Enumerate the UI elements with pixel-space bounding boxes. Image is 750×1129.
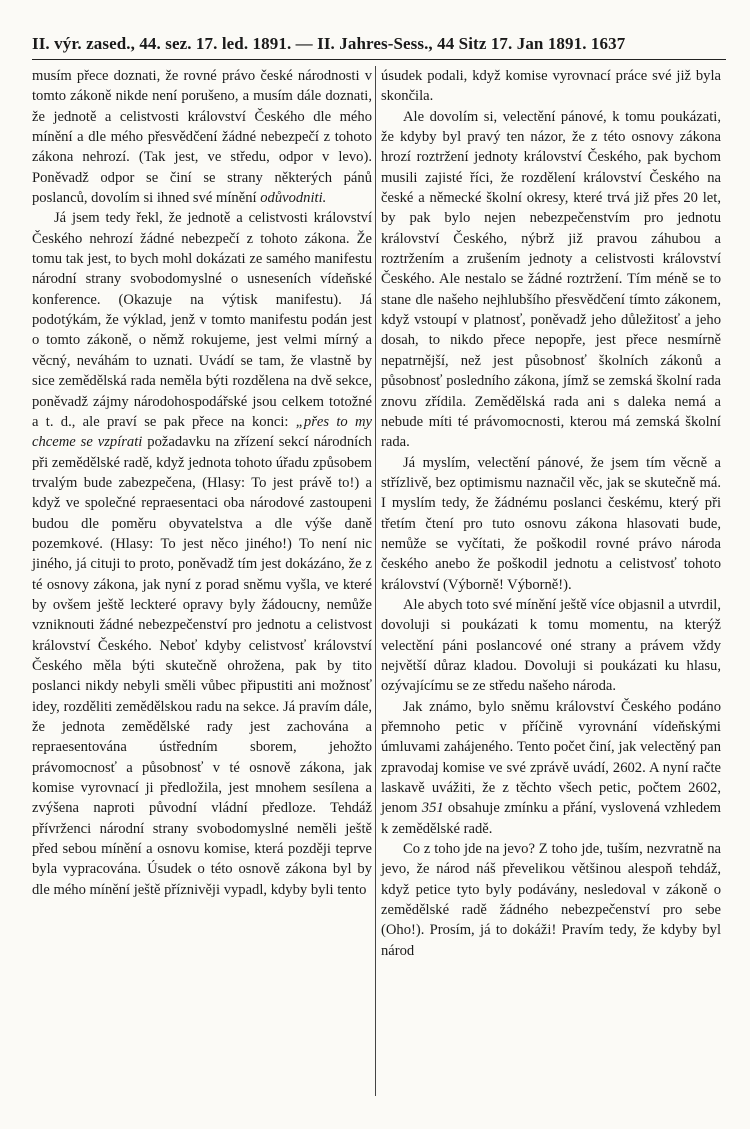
text-run: Ale abych toto své mínění ještě více objasnil a utvrdil, dovoluji si poukázati k tomu momentu, na kterýž velectění páni poslancové oné strany a právem vždy největší důraz kladou. Dovoluji si poukázati ku hlasu, ozývajícímu se ze středu našeho národa. <box>381 596 721 695</box>
paragraph <box>32 208 372 900</box>
text-run: Ale dovolím si, velectění pánové, k tomu poukázati, že kdyby byl pravý ten názor, že z této osnovy zákona hrozí roztržení jednoty království Českého, pak bychom musili zajisté říci, že rozdělení království Českého na české a německé školní okresy, které trvá již přes 20 let, by pak bylo nejen nebezpečenstvím pro jednotu království Českého, nýbrž již pravou záhubou a roztržením a zrušením jednoty a celistvosti království Českého. Ale nestalo se žádné roztržení. Tím méně se to stane dle našeho nejhlubšího přesvědčení tímto zákonem, když vstoupí v platnosť, poněvadž jeho důležitosť a jeho dosah, to nikdo přece nepopře, jest přece nesmírně nepatrnější, než jest působnosť školních zákonů a působnosť posledního zákona, jímž se zemská školní rada znovu zřídila. Zemědělská rada ani s daleka nemá a nebude míti té právomocnosti, kterou má zemská školní rada. <box>381 108 721 451</box>
paragraph <box>381 66 721 107</box>
paragraph <box>381 107 721 453</box>
left-column <box>32 66 372 900</box>
italic-text: odůvodniti. <box>260 190 327 207</box>
text-run: požadavku na zřízení sekcí národních při zemědělské radě, když jednota tohoto úřadu způsobem trvalým bude zabezpečena, (Hlasy: To jest právě to!) a když ve společné repraesentaci oba národové zastoupeni budou dle poměru obyvatelstva a dle výše daně pozemkové. (Hlasy: To jest něco jiného!) To není nic jiného, já cituji to proto, poněvadž tím jest dokázáno, že z té osnovy zákona, jak nyní z porad sněmu vyšla, ve které by ovšem ještě leckteré opravy byly žádoucny, nemůže vzniknouti žádné nebezpečenství pro jednotu a celistvost království Českého. Neboť kdyby celistvosť království Českého měla býti skutečně ohrožena, pak by tito poslanci nikdy nebyli směli vůbec připustiti ani možnosť idey, rozděliti zemědělskou radu na sekce. Já pravím dále, že jednota zemědělské rady jest zachována a repraesentována ústředním sborem, jehožto právomocnosť a působnosť v té osnově zákona, jak komise vyrovnací ji předložila, jest mnohem sesílena a zvýšena naproti původní vládní předloze. Tehdáž přívrženci národní strany svobodomyslné neměli ještě před sebou mínění a osnovu komise, která později teprve byla vypracována. Úsudek o této osnově zákona byl by dle mého mínění ještě příznivěji vypadl, kdyby byli tento <box>32 434 372 898</box>
text-run: Co z toho jde na jevo? Z toho jde, tuším, nezvratně na jevo, že národ náš převelikou většinou alespoň tehdáž, když petice tyto byly podávány, nesledoval v zákoně o zemědělské radě žádného nebezpečenství pro sebe (Oho!). Prosím, já to dokáži! Pravím tedy, že kdyby byl národ <box>381 841 721 959</box>
column-divider <box>375 66 376 1096</box>
paragraph <box>381 595 721 697</box>
italic-text: „přes to my chceme se vzpírati <box>32 413 372 451</box>
paragraph <box>381 839 721 961</box>
paragraph <box>381 697 721 839</box>
text-run: Já jsem tedy řekl, že jednotě a celistvosti království Českého nehrozí žádné nebezpečí z tohoto zákona. Že tomu tak jest, to bych mohl dokázati ze samého manifestu národní strany svobodomyslné o usneseních vídeňské konference. (Okazuje na výtisk manifestu). Já podotýkám, že výklad, jenž v tomto manifestu podán jest o tomto zákoně, o němž rokujeme, jest velmi mírný a věcný, neváhám to uznati. Uvádí se tam, že vlastně by sice zemědělská rada neměla býti rozdělena na dvě sekce, poněvadž zájmy národohospodářské jsou celkem totožné a t. d., ale praví se pak přece na konci: <box>32 210 372 430</box>
text-run: Jak známo, bylo sněmu království Českého podáno přemnoho petic v příčině vyrovnání vídeňskými úmluvami zahájeného. Tento počet činí, jak velectěný pan zpravodaj komise ve své zprávě uvádí, 2602. A nyní račte laskavě uvážiti, že z těchto všech petic, počtem 2602, jenom <box>381 698 721 817</box>
text-run: úsudek podali, když komise vyrovnací práce své již byla skončila. <box>381 68 721 105</box>
page-header: II. výr. zased., 44. sez. 17. led. 1891. — II. Jahres-Sess., 44 Sitz 17. Jan 1891. 1637 <box>32 34 626 53</box>
right-column <box>381 66 721 961</box>
italic-text: 351 <box>421 800 444 817</box>
text-run: musím přece doznati, že rovné právo české národnosti v tomto zákoně nikde není porušeno, a musím dále doznati, že jednotě a celistvosti království Českého dle mého mínění a dle mého přesvědčení žádné nebezpečí z tohoto zákona nehrozí. (Tak jest, ve středu, odpor v levo). Poněvadž odpor se činí se strany některých pánů poslanců, dovolím si ihned své mínění <box>32 68 372 207</box>
header-rule <box>32 59 726 60</box>
text-run: obsahuje zmínku a přání, vyslovená vzhledem k zemědělské radě. <box>381 800 721 837</box>
paragraph <box>32 66 372 208</box>
text-run: Já myslím, velectění pánové, že jsem tím věcně a střízlivě, bez optimismu naznačil věc, jak se skutečně má. I myslím tedy, že žádnému poslanci českému, který při třetím čtení pro tuto osnovu zákona hlasovati bude, nemůže se vyčítati, že poškodil rovné právo národa českého anebo že poškodil jednotu a celistvosť tohoto království (Výborně! Výborně!). <box>381 454 721 593</box>
paragraph <box>381 453 721 595</box>
